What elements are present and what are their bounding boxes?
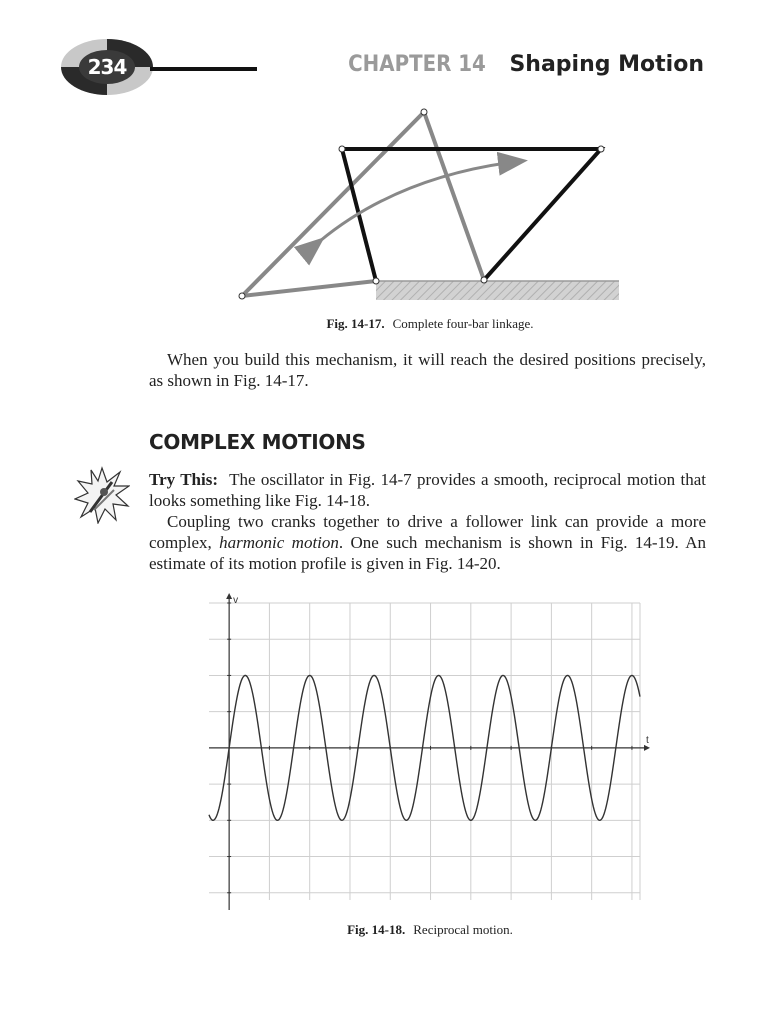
ground-link bbox=[376, 281, 619, 300]
try-this-label: Try This: bbox=[149, 470, 218, 489]
figure-17-caption bbox=[230, 316, 630, 332]
reciprocal-motion-chart bbox=[200, 592, 660, 914]
paragraph-2-after: . One such mechanism is shown in Fig. 14-19. An estimate of its motion profile is given in Fig. 14-20. bbox=[149, 533, 706, 573]
chapter-label: CHAPTER 14 bbox=[348, 52, 486, 77]
pivot-point bbox=[598, 146, 604, 152]
figure-18-caption-text: Reciprocal motion. bbox=[413, 922, 513, 937]
paragraph-1: When you build this mechanism, it will reach the desired positions precisely, as shown in Fig. 14-17. bbox=[149, 350, 706, 390]
figure-17-caption-text: Complete four-bar linkage. bbox=[392, 316, 534, 331]
paragraph-2-emphasis: harmonic motion bbox=[219, 533, 339, 552]
page-number: 234 bbox=[87, 55, 127, 79]
x-axis-label: t bbox=[646, 734, 649, 746]
four-bar-linkage-figure bbox=[230, 105, 630, 305]
figure-18-caption bbox=[200, 922, 660, 938]
pivot-point bbox=[373, 278, 379, 284]
try-this-text: The oscillator in Fig. 14-7 provides a smooth, reciprocal motion that looks something like Fig. 14-18. bbox=[149, 470, 706, 510]
pivot-point bbox=[239, 293, 245, 299]
figure-17-number: Fig. 14-17. bbox=[326, 316, 385, 331]
pivot-point bbox=[421, 109, 427, 115]
header-rule bbox=[150, 67, 257, 71]
section-heading: COMPLEX MOTIONS bbox=[149, 430, 366, 454]
y-axis-arrow bbox=[226, 593, 232, 599]
paragraph-2 bbox=[149, 511, 706, 574]
chapter-title: Shaping Motion bbox=[509, 52, 704, 77]
chart-grid bbox=[209, 603, 640, 900]
y-axis-label: v bbox=[233, 595, 239, 606]
chapter-heading bbox=[348, 52, 704, 77]
pivot-point bbox=[339, 146, 345, 152]
motion-arrow bbox=[320, 161, 522, 241]
pivot-point bbox=[481, 277, 487, 283]
linkage-position-gray bbox=[242, 112, 484, 296]
paragraph-2-before: Coupling two cranks together to drive a follower link can provide a more complex, bbox=[149, 512, 706, 552]
linkage-crank-gray bbox=[242, 281, 376, 296]
try-this-icon bbox=[74, 466, 130, 524]
figure-18-number: Fig. 14-18. bbox=[347, 922, 406, 937]
try-this-paragraph bbox=[149, 469, 706, 511]
